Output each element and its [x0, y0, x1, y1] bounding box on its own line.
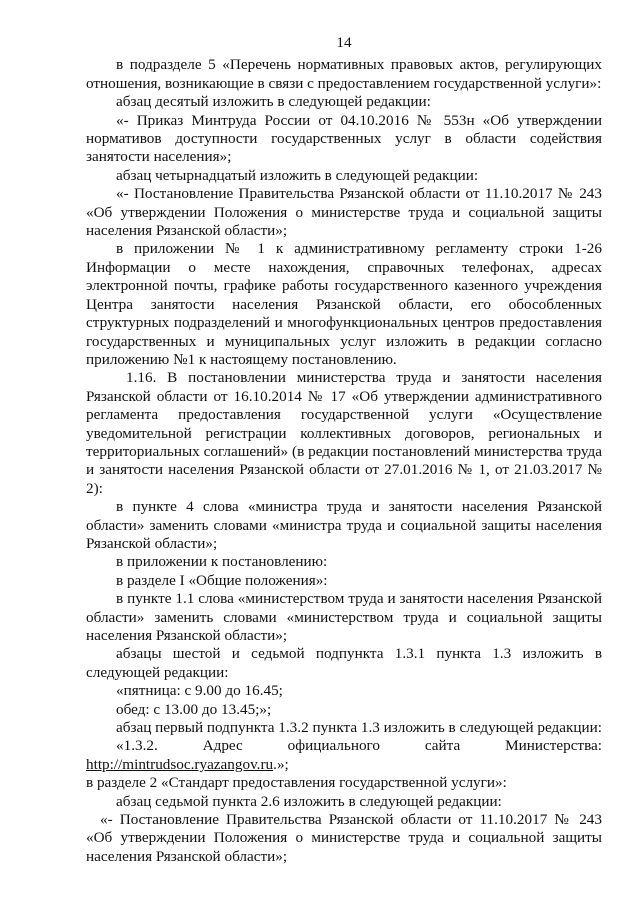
paragraph-p12: абзацы шестой и седьмой подпункта 1.3.1 пункта 1.3 изложить в следующей редакции:: [86, 645, 602, 681]
paragraph-p14: обед: с 13.00 до 13.45;»;: [116, 700, 272, 718]
site-address-suffix: .»;: [273, 755, 289, 773]
paragraph-p10: в разделе I «Общие положения»:: [116, 571, 328, 589]
page-number: 14: [336, 34, 352, 51]
paragraph-p4: абзац четырнадцатый изложить в следующей редакции:: [116, 166, 479, 184]
paragraph-p7: 1.16. В постановлении министерства труда и занятости населения Рязанской области от 16.10.2014 № 17 «Об утверждении административного регламента предоставления государственной услуги «Осуществление уведомительной регистрации коллективных договоров, региональных и территориальных соглашений» (в редакции постановлений министерства труда и занятости населения Рязанской области от 27.01.2016 № 1, от 21.03.2017 № 2):: [86, 369, 602, 497]
paragraph-p2: абзац десятый изложить в следующей редакции:: [116, 93, 431, 111]
site-address-label: «1.3.2. Адрес официального сайта Министерства:: [116, 737, 602, 755]
document-body-tail: [86, 774, 602, 866]
document-body: [86, 56, 602, 737]
paragraph-p6: в приложении № 1 к административному регламенту строки 1-26 Информации о месте нахождения, справочных телефонах, адресах электронной почты, графике работы государственного казенного учреждения Центра занятости населения Рязанской области, его обособленных структурных подразделений и многофункциональных центров предоставления государственных и муниципальных услуг изложить в редакции согласно приложению №1 к настоящему постановлению.: [86, 240, 602, 368]
paragraph-p17: в разделе 2 «Стандарт предоставления государственной услуги»:: [86, 774, 507, 792]
paragraph-p18: абзац седьмой пункта 2.6 изложить в следующей редакции:: [116, 792, 502, 810]
paragraph-p1: в подразделе 5 «Перечень нормативных правовых актов, регулирующих отношения, возникающие в связи с предоставлением государственной услуги»:: [86, 56, 602, 92]
paragraph-p9: в приложении к постановлению:: [116, 553, 328, 571]
paragraph-p5: «- Постановление Правительства Рязанской области от 11.10.2017 № 243 «Об утверждении Положения о министерстве труда и социальной защиты населения Рязанской области»;: [86, 185, 602, 240]
site-address-paragraph: [86, 737, 602, 774]
paragraph-p15: абзац первый подпункта 1.3.2 пункта 1.3 изложить в следующей редакции:: [116, 719, 602, 737]
ministry-site-link[interactable]: http://mintrudsoc.ryazangov.ru: [86, 755, 274, 773]
paragraph-p11: в пункте 1.1 слова «министерством труда и занятости населения Рязанской области» заменить словами «министерством труда и социальной защиты населения Рязанской области»;: [86, 590, 602, 644]
paragraph-p3: «- Приказ Минтруда России от 04.10.2016 № 553н «Об утверждении нормативов доступности государственных услуг в области содействия занятости населения»;: [86, 111, 602, 166]
paragraph-p13: «пятница: с 9.00 до 16.45;: [116, 682, 283, 700]
paragraph-p8: в пункте 4 слова «министра труда и занятости населения Рязанской области» заменить словами «министра труда и социальной защиты населения Рязанской области»;: [86, 498, 602, 552]
paragraph-p19: «- Постановление Правительства Рязанской области от 11.10.2017 № 243 «Об утверждении Положения о министерстве труда и социальной защиты населения Рязанской области»;: [86, 811, 602, 865]
